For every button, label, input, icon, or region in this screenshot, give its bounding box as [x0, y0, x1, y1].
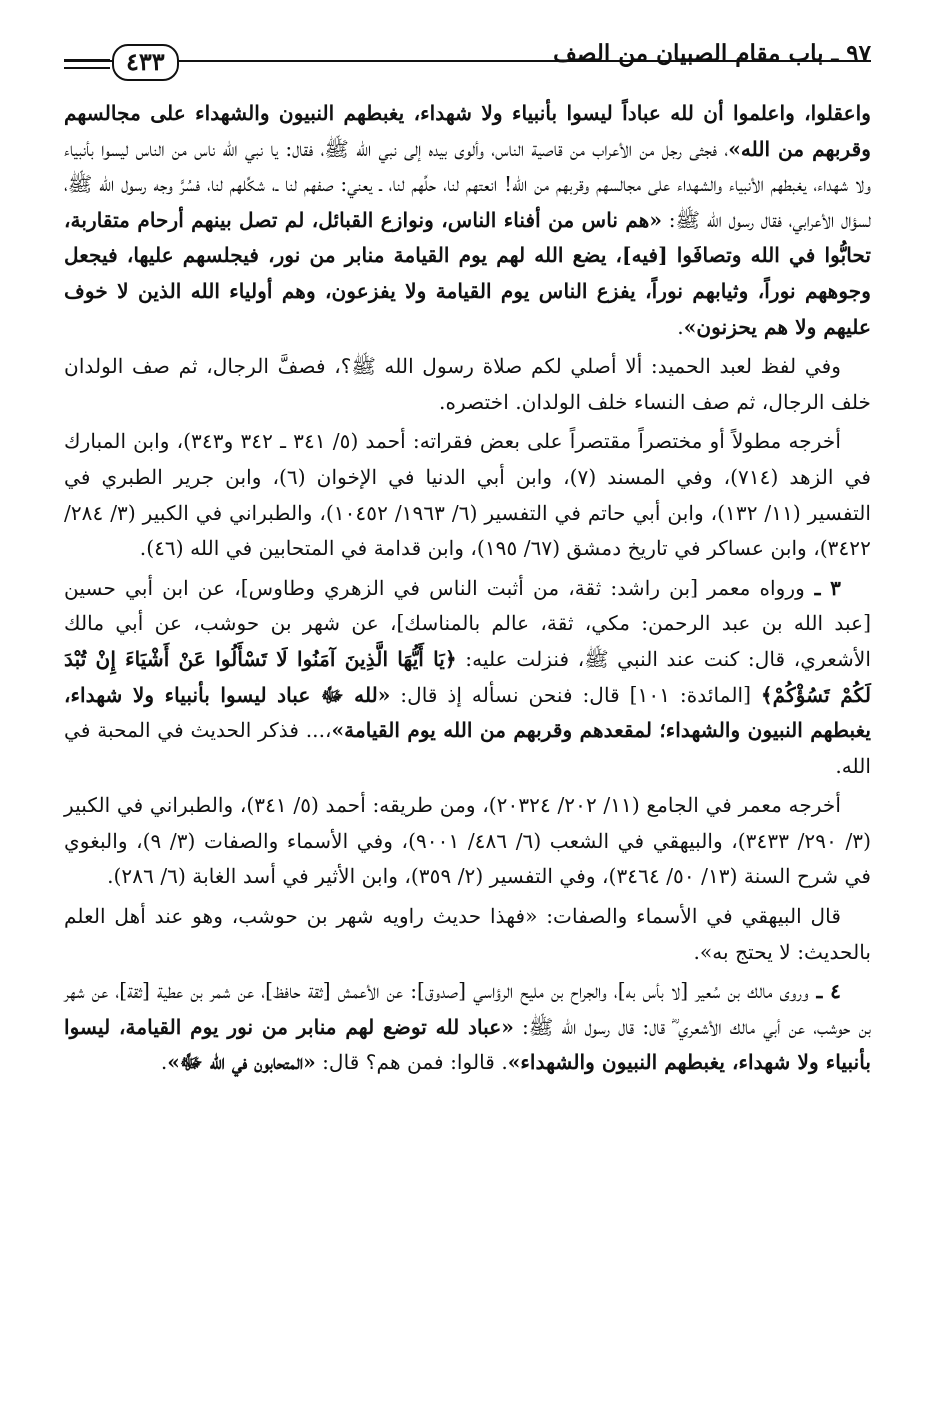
ornament-lines	[64, 59, 110, 69]
page-number: ٤٣٣	[112, 44, 179, 81]
paragraph-4	[64, 571, 871, 785]
text-run: وفي لفظ لعبد الحميد: ألا أصلي لكم صلاة رسول الله ﷺ؟، فصفَّ الرجال، ثم صف الولدان خلف الرجال، ثم صف النساء خلف الولدان. اختصره.	[64, 354, 871, 414]
bold-text-run: ﴿يَا أَيُّهَا الَّذِينَ آمَنُوا لَا تَسْأَلُوا عَنْ أَشْيَاءَ إِنْ تُبْدَ لَكُمْ تَسُؤْكُمْ﴾	[64, 646, 871, 707]
text-run: ، فجثى رجل من الأعراب من قاصية الناس، وألوى بيده إلى نبي الله ﷺ، فقال: يا نبي الله ناس من الناس ليسوا بأنبياء ولا شهداء، يغبطهم الأنبياء والشهداء على مجالسهم وقربهم من الله! انعتهم لنا، حلِّهم لنا، ـ يعني: صفهم لنا ـ، شكِّلهم لنا، فسُرَّ وجه رسول الله ﷺ، لسؤال الأعرابي، فقال رسول الله ﷺ:	[64, 136, 871, 232]
text-run: «فهذا حديث راويه شهر بن حوشب، وهو عند أهل العلم بالحديث: لا يحتج به»	[64, 904, 871, 964]
text-run: قال البيهقي في الأسماء والصفات:	[537, 904, 841, 929]
bold-text-run: «عباد لله توضع لهم منابر من نور يوم القيامة، ليسوا بأنبياء ولا شهداء، يغبطهم النبيون والشهداء»	[64, 1014, 871, 1075]
bold-text-run: واعقلوا، واعلموا أن لله عباداً ليسوا بأنبياء ولا شهداء، يغبطهم النبيون والشهداء على مجالسهم وقربهم من الله»	[64, 101, 871, 161]
paragraph-7	[64, 974, 871, 1081]
paragraph-3	[64, 424, 871, 566]
paragraph-1	[64, 96, 871, 345]
text-run: . قالوا: فمن هم؟ قال:	[315, 1050, 508, 1075]
bold-text-run: ٣ ـ	[804, 575, 841, 600]
header-rule	[64, 60, 871, 62]
text-run: .	[160, 1050, 168, 1075]
page-number-ornament	[64, 44, 179, 81]
bold-text-run: «المتحابون في الله ﷻ»	[167, 1050, 316, 1075]
bold-text-run: «لله ﷻ عباد ليسوا بأنبياء ولا شهداء، يغبطهم النبيون والشهداء؛ لمقعدهم وقربهم من الله يوم القيامة»	[64, 682, 871, 743]
paragraph-6	[64, 899, 871, 970]
body-text	[64, 96, 871, 1081]
text-run: ،... فذكر الحديث في المحبة في الله.	[64, 718, 871, 778]
text-run: .	[693, 939, 700, 964]
bold-text-run: ٤ ـ	[808, 979, 841, 1004]
text-run: [المائدة: ١٠١] قال: فنحن نسأله إذ قال:	[390, 682, 761, 707]
text-run: أخرجه مطولاً أو مختصراً مقتصراً على بعض فقراته: أحمد (٥/ ٣٤١ ـ ٣٤٢ و٣٤٣)، وابن المبارك في الزهد (٧١٤)، وفي المسند (٧)، وابن أبي الدنيا في الإخوان (٦)، وابن جرير الطبري في التفسير (١١/ ١٣٢)، وابن أبي حاتم في التفسير (٦/ ١٩٦٣/ ١٠٤٥٢)، والطبراني في الكبير (٣/ ٢٨٤/ ٣٤٢٢)، وابن عساكر في تاريخ دمشق (٦٧/ ١٩٥)، وابن قدامة في المتحابين في الله (٤٦).	[64, 429, 872, 561]
chapter-title: ٩٧ ـ باب مقام الصبيان من الصف	[553, 40, 871, 67]
text-run: وروى مالك بن سُعير [لا بأس به]، والجراح بن مليح الرؤاسي [صدوق]: عن الأعمش [ثقة حافظ]، عن شمر بن عطية [ثقة]، عن شهر بن حوشب، عن أبي مالك الأشعري ؓ قال: قال رسول الله ﷺ:	[64, 979, 872, 1039]
paragraph-5	[64, 788, 871, 895]
bold-text-run: «هم ناس من أفناء الناس، ونوازع القبائل، لم تصل بينهم أرحام متقاربة، تحابُّوا في الله وتصافَوا [فيه]، يضع الله لهم يوم القيامة منابر من نور، فيجلسهم عليها، فيجعل وجوههم نوراً، وثيابهم نوراً، يفزع الناس يوم القيامة ولا يفزعون، وهم أولياء الله الذين لا خوف عليهم ولا هم يحزنون»	[64, 207, 871, 339]
text-run: ورواه معمر [بن راشد: ثقة، من أثبت الناس في الزهري وطاوس]، عن ابن أبي حسين [عبد الله بن عبد الرحمن: مكي، ثقة، عالم بالمناسك]، عن شهر بن حوشب، عن أبي مالك الأشعري، قال: كنت عند النبي ﷺ، فنزلت عليه:	[64, 575, 871, 671]
page-header	[64, 0, 871, 96]
text-run: .	[677, 314, 684, 339]
text-run: أخرجه معمر في الجامع (١١/ ٢٠٢/ ٢٠٣٢٤)، ومن طريقه: أحمد (٥/ ٣٤١)، والطبراني في الكبير (٣/ ٢٩٠/ ٣٤٣٣)، والبيهقي في الشعب (٦/ ٤٨٦/ ٩٠٠١)، وفي الأسماء والصفات (٣/ ٩)، والبغوي في شرح السنة (١٣/ ٥٠/ ٣٤٦٤)، وفي التفسير (٢/ ٣٥٩)، وابن الأثير في أسد الغابة (٦/ ٢٨٦).	[64, 793, 871, 889]
paragraph-2	[64, 349, 871, 420]
